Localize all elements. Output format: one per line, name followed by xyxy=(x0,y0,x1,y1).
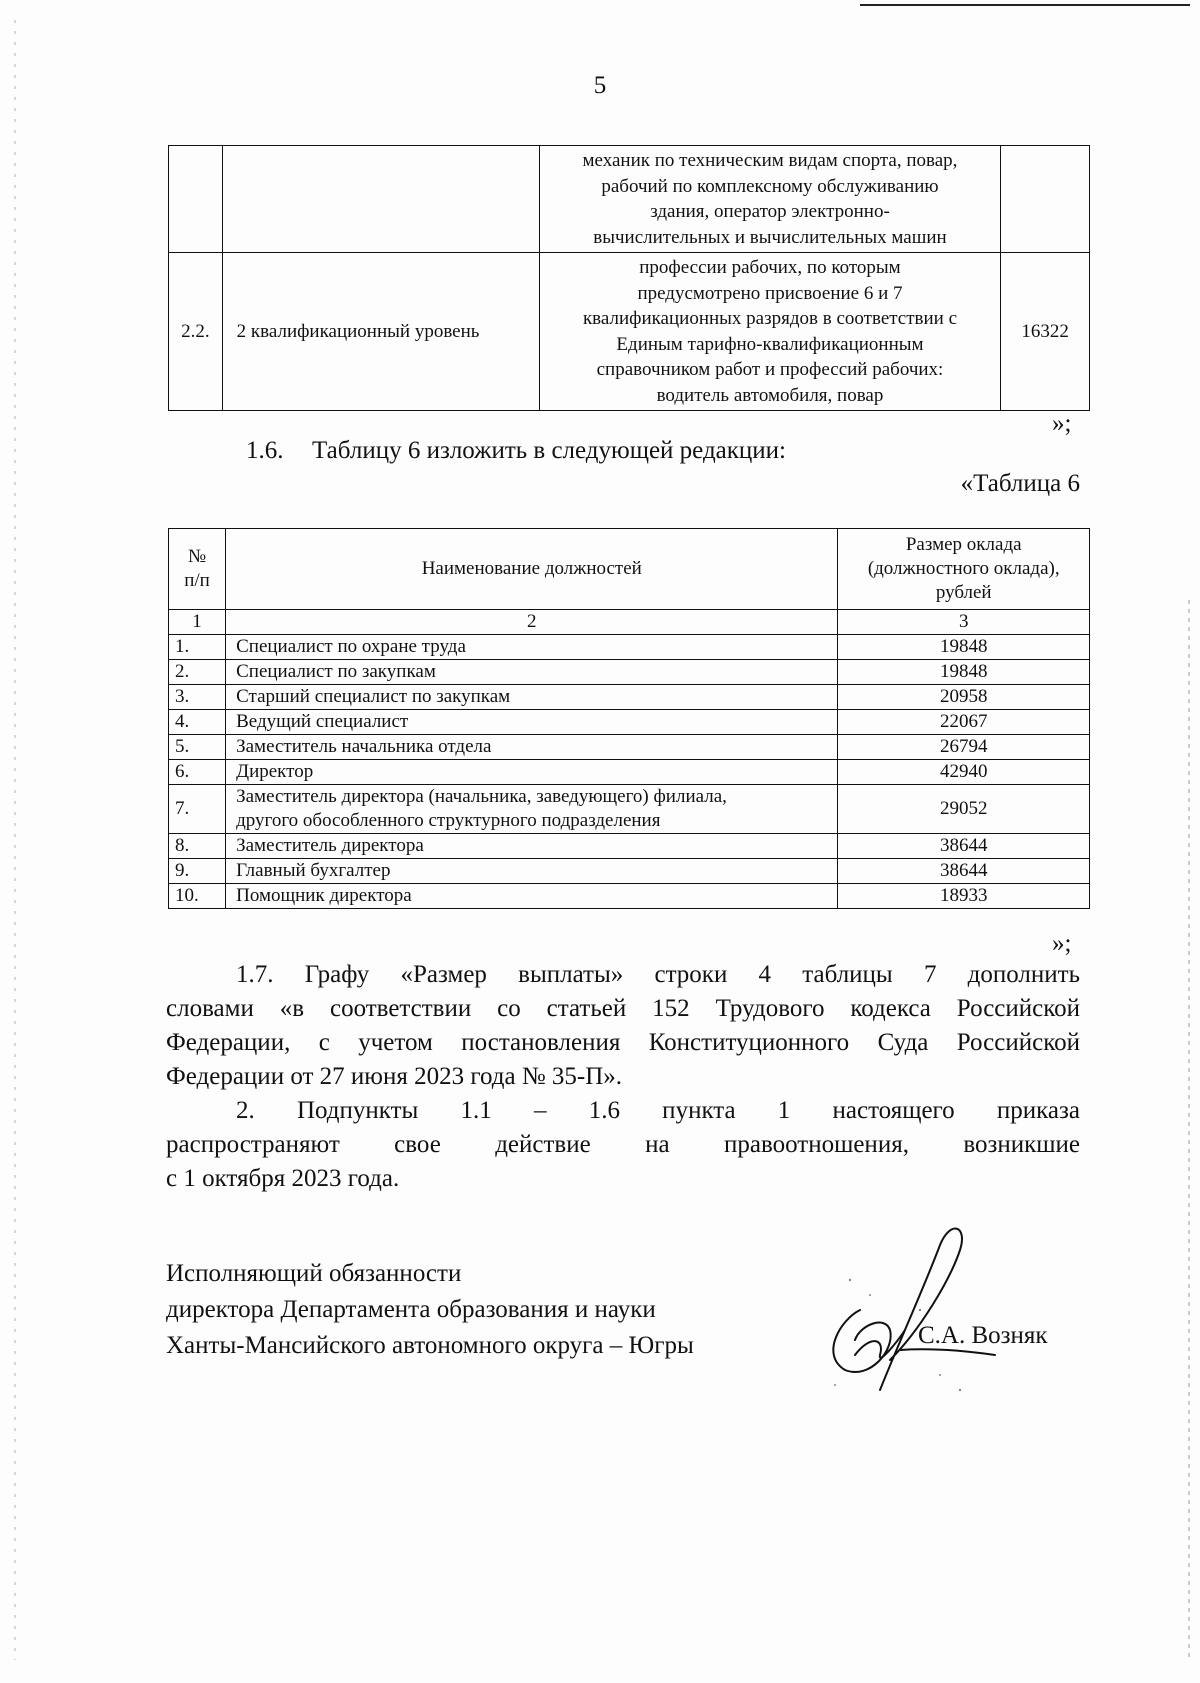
page-number: 5 xyxy=(593,72,607,99)
row-num: 7. xyxy=(169,785,226,834)
scan-edge-top xyxy=(860,4,1190,6)
section-1-6-text: Таблицу 6 изложить в следующей редакции: xyxy=(312,437,786,464)
signature-title-line: Исполняющий обязанности xyxy=(166,1260,462,1287)
header-name: Наименование должностей xyxy=(226,529,838,610)
section-2-line: распространяют свое действие на правоотношения, возникшие xyxy=(166,1131,1080,1158)
scan-edge-left xyxy=(14,20,16,1660)
row-num: 8. xyxy=(169,834,226,859)
scan-edge-right xyxy=(1188,600,1190,1660)
positions-line: справочником работ и профессий рабочих: xyxy=(596,359,944,380)
table-cell-salary: 16322 xyxy=(1001,253,1090,411)
row-salary: 29052 xyxy=(838,785,1090,834)
table-row xyxy=(169,710,1090,735)
row-name: Главный бухгалтер xyxy=(226,859,838,884)
row-num: 6. xyxy=(169,760,226,785)
positions-line: механик по техническим видам спорта, повар, xyxy=(582,150,958,171)
section-1-7-line: Федерации, с учетом постановления Конституционного Суда Российской xyxy=(166,1029,1080,1056)
row-name: Ведущий специалист xyxy=(226,710,838,735)
header-salary-line: Размер оклада xyxy=(905,534,1022,555)
table-cell-level xyxy=(222,146,539,253)
table-row xyxy=(169,785,1090,834)
row-num: 4. xyxy=(169,710,226,735)
table5-closing-mark: »; xyxy=(1052,410,1072,437)
table6-title: «Таблица 6 xyxy=(960,470,1080,497)
table-cell-num xyxy=(169,146,223,253)
table-row xyxy=(169,635,1090,660)
section-1-7-line: Федерации от 27 июня 2023 года № 35-П». xyxy=(166,1063,623,1090)
table-row xyxy=(169,834,1090,859)
table-row xyxy=(169,685,1090,710)
table-header-row xyxy=(169,529,1090,610)
row-name: Старший специалист по закупкам xyxy=(226,685,838,710)
table-cell-positions xyxy=(539,146,1000,253)
signature-title xyxy=(166,1256,694,1364)
signer-name: С.А. Возняк xyxy=(918,1322,1048,1349)
row-num: 10. xyxy=(169,884,226,909)
row-name: Заместитель директора xyxy=(226,834,838,859)
row-salary: 38644 xyxy=(838,859,1090,884)
table-row xyxy=(169,660,1090,685)
row-name: Специалист по закупкам xyxy=(226,660,838,685)
signature-title-line: Ханты-Мансийского автономного округа – Югры xyxy=(166,1332,694,1359)
header-num-line: № xyxy=(187,546,207,567)
row-num: 3. xyxy=(169,685,226,710)
section-2-line: с 1 октября 2023 года. xyxy=(166,1165,400,1192)
section-1-7-line: словами «в соответствии со статьей 152 Трудового кодекса Российской xyxy=(166,995,1080,1022)
signature-title-line: директора Департамента образования и науки xyxy=(166,1296,656,1323)
row-salary: 18933 xyxy=(838,884,1090,909)
row-name-line: Заместитель директора (начальника, заведующего) филиала, xyxy=(236,786,727,807)
row-salary: 19848 xyxy=(838,635,1090,660)
positions-line: Единым тарифно-квалификационным xyxy=(616,333,924,355)
row-num: 1. xyxy=(169,635,226,660)
table-row xyxy=(169,146,1090,253)
table-row xyxy=(169,253,1090,411)
row-salary: 20958 xyxy=(838,685,1090,710)
header-num xyxy=(169,529,226,610)
header-salary-line: (должностного оклада), xyxy=(867,558,1060,579)
row-num: 9. xyxy=(169,859,226,884)
row-num: 2. xyxy=(169,660,226,685)
section-1-7-line: 1.7. Графу «Размер выплаты» строки 4 таблицы 7 дополнить xyxy=(236,961,1080,988)
section-2-line: 2. Подпункты 1.1 – 1.6 пункта 1 настоящего приказа xyxy=(236,1097,1080,1124)
header-num-line: п/п xyxy=(184,570,210,591)
table6-closing-mark: »; xyxy=(1052,930,1072,957)
row-salary: 42940 xyxy=(838,760,1090,785)
table-cell-salary xyxy=(1001,146,1090,253)
row-num: 5. xyxy=(169,735,226,760)
table-row xyxy=(169,760,1090,785)
index-cell: 2 xyxy=(226,610,838,635)
table5-continuation xyxy=(168,145,1090,411)
row-name xyxy=(226,785,838,834)
row-salary: 19848 xyxy=(838,660,1090,685)
row-name: Специалист по охране труда xyxy=(226,635,838,660)
positions-line: профессии рабочих, по которым xyxy=(639,257,901,278)
header-salary xyxy=(838,529,1090,610)
row-salary: 38644 xyxy=(838,834,1090,859)
row-name-line: другого обособленного структурного подразделения xyxy=(236,810,661,831)
table-cell-num: 2.2. xyxy=(169,253,223,411)
section-1-6-number: 1.6. xyxy=(246,437,284,464)
table-row xyxy=(169,735,1090,760)
row-name: Директор xyxy=(226,760,838,785)
row-name: Помощник директора xyxy=(226,884,838,909)
handwritten-signature xyxy=(800,1160,1000,1400)
positions-line: рабочий по комплексному обслуживанию xyxy=(601,175,939,197)
positions-line: здания, оператор электронно- xyxy=(650,201,890,222)
positions-line: водитель автомобиля, повар xyxy=(656,384,884,406)
index-cell: 3 xyxy=(838,610,1090,635)
positions-line: вычислительных и вычислительных машин xyxy=(593,226,947,248)
table-cell-level: 2 квалификационный уровень xyxy=(222,253,539,411)
header-salary-line: рублей xyxy=(935,582,992,603)
positions-line: квалификационных разрядов в соответствии с xyxy=(582,308,958,329)
positions-line: предусмотрено присвоение 6 и 7 xyxy=(637,282,903,304)
table-row xyxy=(169,859,1090,884)
row-salary: 22067 xyxy=(838,710,1090,735)
index-cell: 1 xyxy=(169,610,226,635)
table6 xyxy=(168,528,1090,909)
table-index-row xyxy=(169,610,1090,635)
row-salary: 26794 xyxy=(838,735,1090,760)
table-cell-positions xyxy=(539,253,1000,411)
table-row xyxy=(169,884,1090,909)
row-name: Заместитель начальника отдела xyxy=(226,735,838,760)
